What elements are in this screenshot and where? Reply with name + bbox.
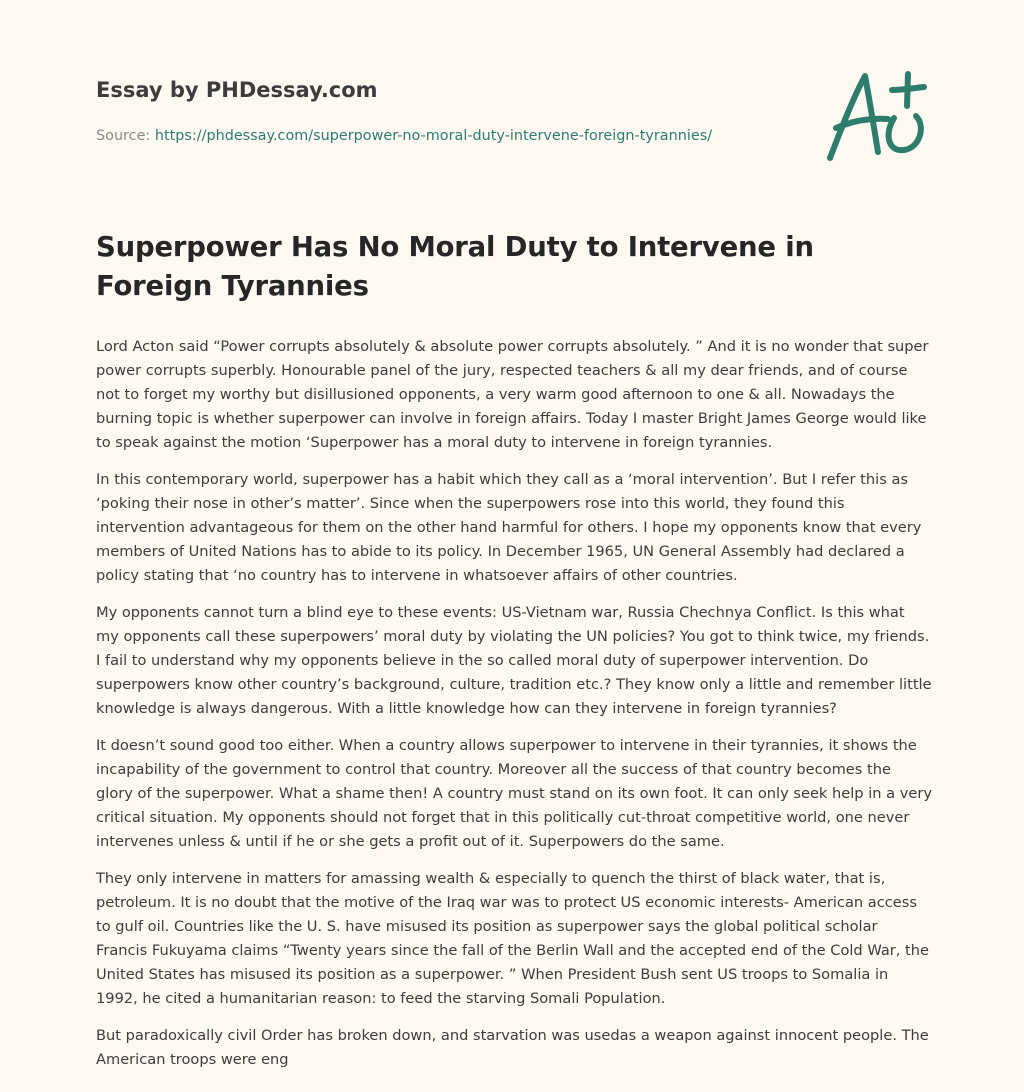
a-plus-grade-icon — [820, 66, 930, 166]
paragraph-4: It doesn’t sound good too either. When a country allows superpower to intervene in their tyrannies, it shows the incapability of the government to control that country. Moreover all the success of that country becomes the glory of the superpower. What a shame then! A country must stand on its own foot. It can only seek help in a very critical situation. My opponents should not forget that in this politically cut-throat competitive world, one never intervenes unless & until if he or she gets a profit out of it. Superpowers do the same. — [96, 737, 932, 850]
source-label: Source: — [96, 128, 155, 144]
paragraph-3: My opponents cannot turn a blind eye to these events: US-Vietnam war, Russia Chechnya Conflict. Is this what my opponents call these superpowers’ moral duty by violating the UN policies? You got to think twice, my friends. I fail to understand why my opponents believe in the so called moral duty of superpower intervention. Do superpowers know other country’s background, culture, tradition etc.? They know only a little and remember little knowledge is always dangerous. With a little knowledge how can they intervene in foreign tyrannies? — [96, 604, 932, 717]
paragraph-6: But paradoxically civil Order has broken down, and starvation was usedas a weapon against innocent people. The American troops were eng — [96, 1027, 929, 1068]
source-link[interactable]: https://phdessay.com/superpower-no-moral-duty-intervene-foreign-tyrannies/ — [154, 128, 713, 144]
article-title: Superpower Has No Moral Duty to Intervene in Foreign Tyrannies — [96, 231, 814, 302]
site-title: Essay by PHDessay.com — [96, 78, 378, 102]
article — [96, 228, 932, 1085]
paragraph-2: In this contemporary world, superpower has a habit which they call as a ‘moral intervention’. But I refer this as ‘poking their nose in other’s matter’. Since when the superpowers rose into this world, they found this intervention advantageous for them on the other hand harmful for others. I hope my opponents know that every members of United Nations has to abide to its policy. In December 1965, UN General Assembly had declared a policy stating that ‘no country has to intervene in whatsoever affairs of other countries. — [96, 471, 922, 584]
site-header — [96, 76, 796, 146]
paragraph-5: They only intervene in matters for amassing wealth & especially to quench the thirst of black water, that is, petroleum. It is no doubt that the motive of the Iraq war was to protect US economic interests- American access to gulf oil. Countries like the U. S. have misused its position as superpower says the global political scholar Francis Fukuyama claims “Twenty years since the fall of the Berlin Wall and the accepted end of the Cold War, the United States has misused its position as a superpower. ” When President Bush sent US troops to Somalia in 1992, he cited a humanitarian reason: to feed the starving Somali Population. — [96, 870, 929, 1007]
paragraph-1: Lord Acton said “Power corrupts absolutely & absolute power corrupts absolutely. ” And it is no wonder that super power corrupts superbly. Honourable panel of the jury, respected teachers & all my dear friends, and of course not to forget my worthy but disillusioned opponents, a very warm good afternoon to one & all. Nowadays the burning topic is whether superpower can involve in foreign affairs. Today I master Bright James George would like to speak against the motion ‘Superpower has a moral duty to intervene in foreign tyrannies. — [96, 338, 929, 451]
source-line — [96, 126, 796, 146]
